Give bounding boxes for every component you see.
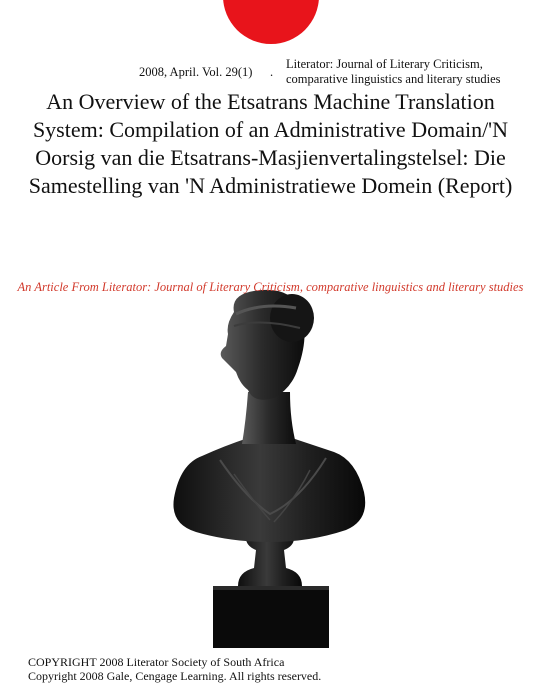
header-separator: . xyxy=(270,65,274,79)
journal-name-line1: Literator: Journal of Literary Criticism, xyxy=(286,57,483,71)
journal-name xyxy=(286,57,536,86)
copyright-line1: COPYRIGHT 2008 Literator Society of South Africa xyxy=(28,655,285,669)
bust-image xyxy=(150,288,390,650)
book-title: An Overview of the Etsatrans Machine Translation System: Compilation of an Administrative Domain/'N Oorsig van die Etsatrans-Masjienvertalingstelsel: Die Samestelling van 'N Administratiewe Domein (Report) xyxy=(28,89,513,198)
plinth xyxy=(213,586,329,648)
issue-date-volume: 2008, April. Vol. 29(1) xyxy=(139,65,253,79)
copyright-notice xyxy=(28,655,321,683)
book-subtitle: An Article From Literator: Journal of Literary Criticism, comparative linguistics and literary studies xyxy=(17,280,524,294)
journal-name-line2: comparative linguistics and literary studies xyxy=(286,71,501,86)
bust-illustration xyxy=(150,288,390,650)
red-circle-decoration xyxy=(223,0,319,44)
copyright-line2: Copyright 2008 Gale, Cengage Learning. All rights reserved. xyxy=(28,669,322,683)
